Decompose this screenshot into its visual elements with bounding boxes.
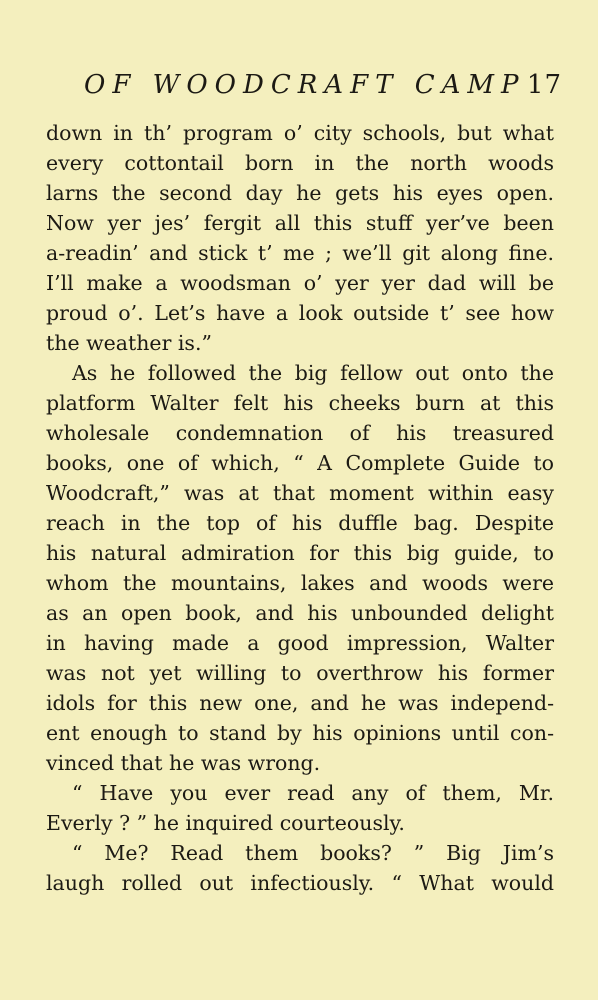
- text-line: “ Me? Read them books? ” Big Jim’s: [72, 841, 554, 865]
- text-line: Woodcraft,” was at that moment within easy: [46, 481, 554, 505]
- text-line: larns the second day he gets his eyes open.: [46, 181, 554, 205]
- page-number: 17: [526, 70, 562, 100]
- text-line: whom the mountains, lakes and woods were: [46, 571, 554, 595]
- text-line: reach in the top of his duffle bag. Despite: [46, 511, 554, 535]
- text-line: wholesale condemnation of his treasured: [46, 421, 554, 445]
- text-line: platform Walter felt his cheeks burn at this: [46, 391, 554, 415]
- text-line: Everly ? ” he inquired courteously.: [46, 811, 405, 835]
- running-head: [84, 70, 562, 110]
- text-line: every cottontail born in the north woods: [46, 151, 554, 175]
- text-line: was not yet willing to overthrow his former: [46, 661, 554, 685]
- text-line: books, one of which, “ A Complete Guide to: [46, 451, 554, 475]
- text-line: Now yer jes’ fergit all this stuff yer’ve been: [46, 211, 554, 235]
- text-line: I’ll make a woodsman o’ yer yer dad will be: [46, 271, 554, 295]
- text-line: the weather is.”: [46, 331, 212, 355]
- text-line: ent enough to stand by his opinions until con-: [46, 721, 554, 745]
- text-line: a-readin’ and stick t’ me ; we’ll git along fine.: [46, 241, 554, 265]
- text-line: “ Have you ever read any of them, Mr.: [72, 781, 554, 805]
- text-line: laugh rolled out infectiously. “ What would: [46, 871, 554, 895]
- text-line: down in th’ program o’ city schools, but what: [46, 121, 554, 145]
- text-line: idols for this new one, and he was independ-: [46, 691, 554, 715]
- text-line: his natural admiration for this big guide, to: [46, 541, 554, 565]
- text-line: vinced that he was wrong.: [46, 751, 321, 775]
- body-text: [46, 118, 554, 898]
- text-line: As he followed the big fellow out onto the: [72, 361, 554, 385]
- text-line: as an open book, and his unbounded delight: [46, 601, 554, 625]
- running-head-title: OF WOODCRAFT CAMP: [84, 70, 526, 100]
- text-line: in having made a good impression, Walter: [46, 631, 554, 655]
- text-line: proud o’. Let’s have a look outside t’ see how: [46, 301, 554, 325]
